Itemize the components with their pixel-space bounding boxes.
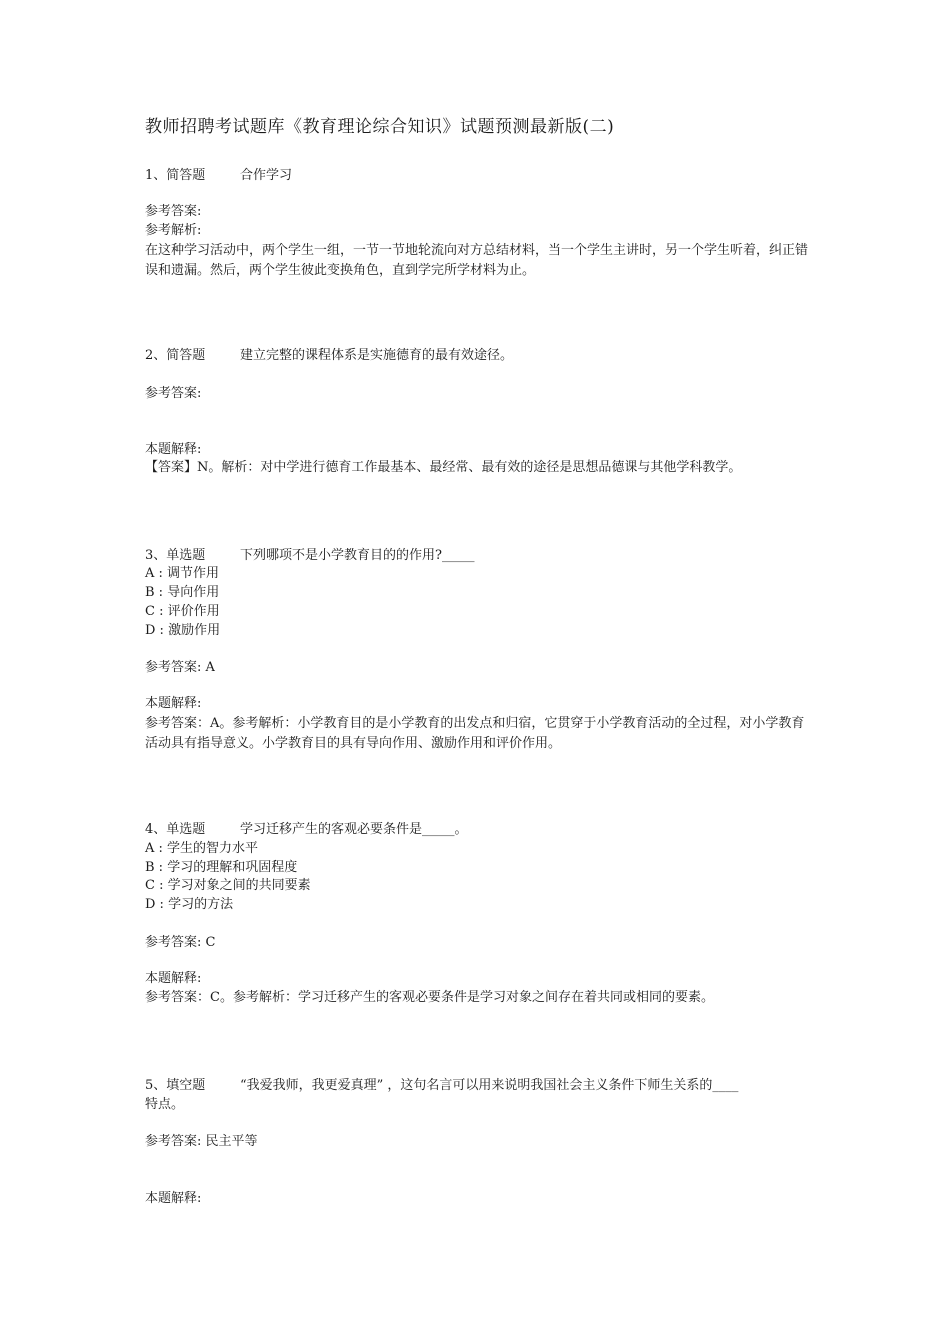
question-4-option-a: A : 学生的智力水平	[145, 841, 259, 856]
question-2-answer-label: 参考答案:	[145, 386, 202, 401]
question-2-analysis-label: 本题解释:	[145, 442, 202, 457]
question-2-stem: 建立完整的课程体系是实施德育的最有效途径。	[240, 348, 514, 363]
question-5-analysis-label: 本题解释:	[145, 1191, 202, 1206]
question-4-analysis-label: 本题解释:	[145, 971, 202, 986]
question-4-analysis: 参考答案：C。参考解析：学习迁移产生的客观必要条件是学习对象之间存在着共同或相同的要素。	[145, 990, 714, 1005]
question-3-option-d: D : 激励作用	[145, 623, 221, 638]
question-5-stem-line1: “我爱我师，我更爱真理” ，这句名言可以用来说明我国社会主义条件下师生关系的____	[240, 1078, 739, 1093]
question-3-analysis-label: 本题解释:	[145, 696, 202, 711]
question-1-stem: 合作学习	[240, 168, 293, 183]
question-4-option-c: C : 学习对象之间的共同要素	[145, 878, 311, 893]
question-4-type: 4、单选题	[145, 822, 206, 837]
question-3-answer: 参考答案: A	[145, 660, 215, 675]
question-3-option-b: B : 导向作用	[145, 585, 220, 600]
question-5-stem-line2: 特点。	[145, 1097, 185, 1112]
question-3-option-a: A : 调节作用	[145, 566, 220, 581]
question-2-type: 2、简答题	[145, 348, 206, 363]
question-4-option-d: D : 学习的方法	[145, 897, 234, 912]
question-1-analysis-label: 参考解析:	[145, 223, 202, 238]
question-3-type: 3、单选题	[145, 548, 206, 563]
question-5-answer: 参考答案: 民主平等	[145, 1134, 258, 1149]
question-3-stem: 下列哪项不是小学教育目的的作用?_____	[240, 548, 475, 563]
question-1-answer-label: 参考答案:	[145, 204, 202, 219]
question-4-stem: 学习迁移产生的客观必要条件是_____。	[240, 822, 468, 837]
question-4-option-b: B : 学习的理解和巩固程度	[145, 860, 298, 875]
question-3-option-c: C : 评价作用	[145, 604, 220, 619]
question-1-analysis: 在这种学习活动中，两个学生一组，一节一节地轮流向对方总结材料，当一个学生主讲时，另一个学生听着，纠正错误和遗漏。然后，两个学生彼此变换角色，直到学完所学材料为止。	[145, 243, 809, 278]
document-title: 教师招聘考试题库《教育理论综合知识》试题预测最新版(二)	[145, 117, 615, 137]
question-1-type: 1、简答题	[145, 168, 206, 183]
question-3-analysis: 参考答案：A。参考解析：小学教育目的是小学教育的出发点和归宿，它贯穿于小学教育活动的全过程，对小学教育活动具有指导意义。小学教育目的具有导向作用、激励作用和评价作用。	[145, 716, 805, 751]
question-2-analysis: 【答案】N。解析：对中学进行德育工作最基本、最经常、最有效的途径是思想品德课与其他学科教学。	[145, 460, 742, 475]
question-4-answer: 参考答案: C	[145, 935, 216, 950]
question-5-type: 5、填空题	[145, 1078, 206, 1093]
